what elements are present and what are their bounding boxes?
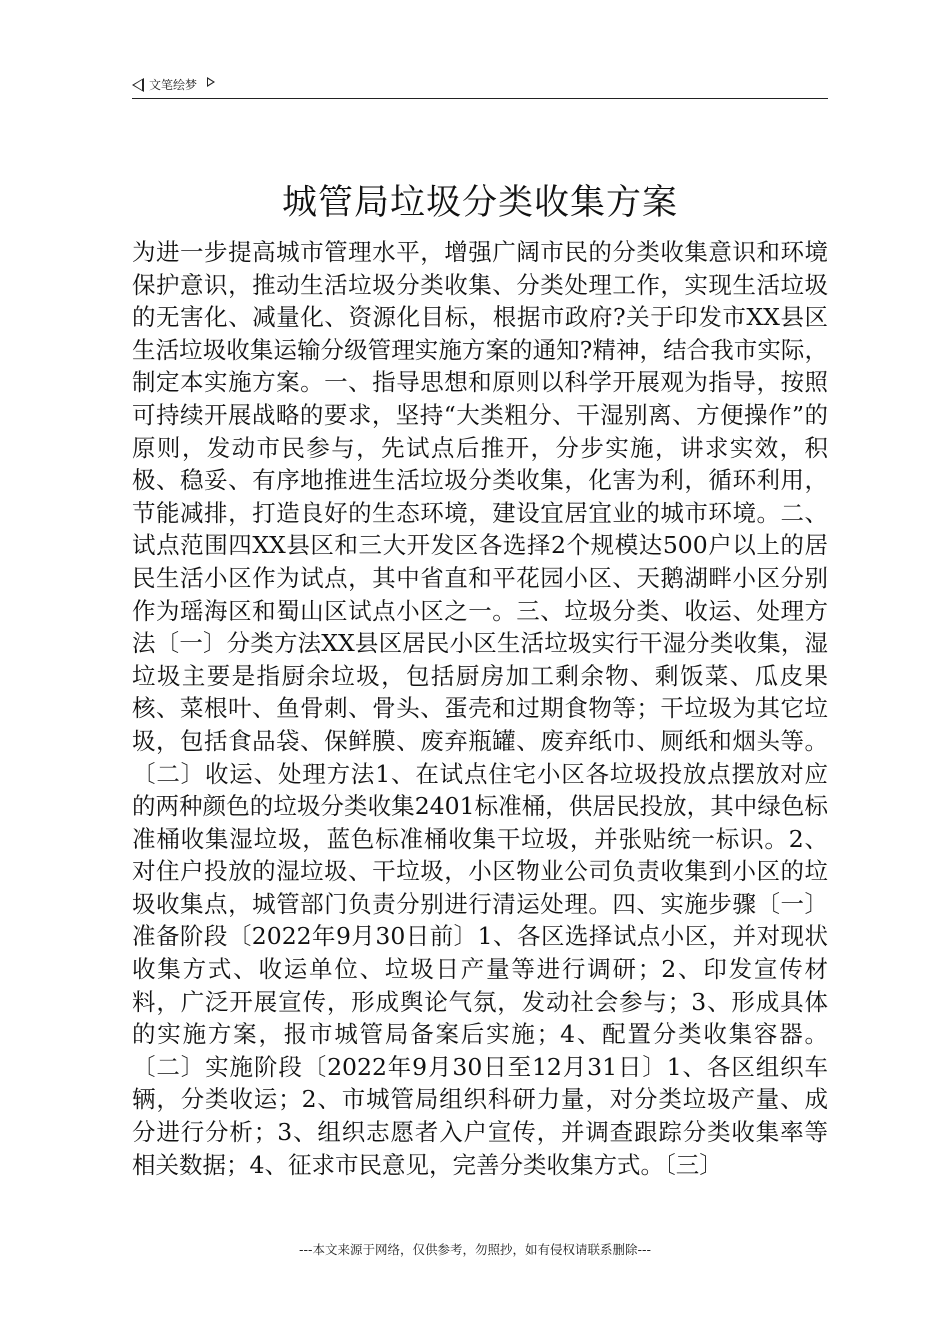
triangle-right-icon — [207, 77, 215, 87]
brand — [132, 76, 215, 93]
footer-disclaimer: ---本文来源于网络，仅供参考，勿照抄，如有侵权请联系删除--- — [298, 1242, 652, 1257]
triangle-left-icon — [132, 78, 144, 92]
page-header — [132, 70, 828, 99]
document-title: 城管局垃圾分类收集方案 — [281, 183, 678, 223]
document-body: 为进一步提高城市管理水平，增强广阔市民的分类收集意识和环境保护意识，推动生活垃圾分类收集、分类处理工作，实现生活垃圾的无害化、减量化、资源化目标，根据市政府?关于印发市XX县区生活垃圾收集运输分级管理实施方案的通知?精神，结合我市实际，制定本实施方案。一、指导思想和原则以科学开展观为指导，按照可持续开展战略的要求，坚持“大类粗分、干湿别离、方便操作”的原则，发动市民参与，先试点后推开，分步实施，讲求实效，积极、稳妥、有序地推进生活垃圾分类收集，化害为利，循环利用，节能减排，打造良好的生态环境，建设宜居宜业的城市环境。二、试点范围四XX县区和三大开发区各选择2个规模达500户以上的居民生活小区作为试点，其中省直和平花园小区、天鹅湖畔小区分别作为瑶海区和蜀山区试点小区之一。三、垃圾分类、收运、处理方法〔一〕分类方法XX县区居民小区生活垃圾实行干湿分类收集，湿垃圾主要是指厨余垃圾，包括厨房加工剩余物、剩饭菜、瓜皮果核、菜根叶、鱼骨刺、骨头、蛋壳和过期食物等；干垃圾为其它垃圾，包括食品袋、保鲜膜、废弃瓶罐、废弃纸巾、厕纸和烟头等。〔二〕收运、处理方法1、在试点住宅小区各垃圾投放点摆放对应的两种颜色的垃圾分类收集2401标准桶，供居民投放，其中绿色标准桶收集湿垃圾，蓝色标准桶收集干垃圾，并张贴统一标识。2、对住户投放的湿垃圾、干垃圾，小区物业公司负责收集到小区的垃圾收集点，城管部门负责分别进行清运处理。四、实施步骤〔一〕准备阶段〔2022年9月30日前〕1、各区选择试点小区，并对现状收集方式、收运单位、垃圾日产量等进行调研；2、印发宣传材料，广泛开展宣传，形成舆论气氛，发动社会参与；3、形成具体的实施方案，报市城管局备案后实施；4、配置分类收集容器。〔二〕实施阶段〔2022年9月30日至12月31日〕1、各区组织车辆，分类收运；2、市城管局组织科研力量，对分类垃圾产量、成分进行分析；3、组织志愿者入户宣传，并调查跟踪分类收集率等相关数据；4、征求市民意见，完善分类收集方式。〔三〕 — [132, 238, 828, 1179]
brand-text: 文笔绘梦 — [149, 78, 198, 92]
